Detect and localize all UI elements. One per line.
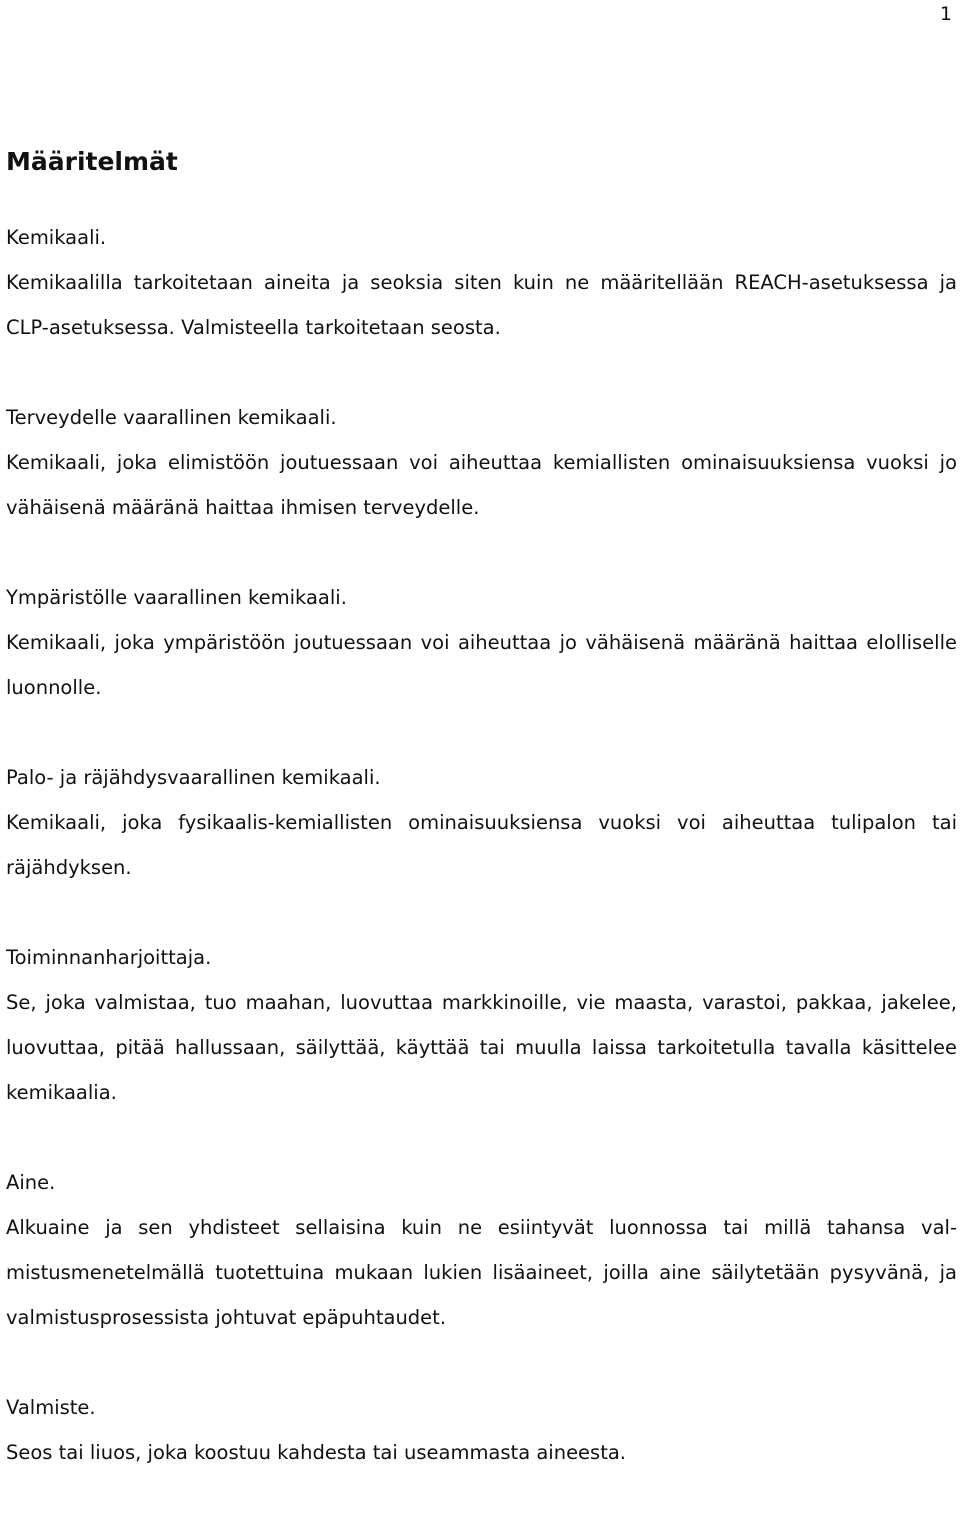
document-body: [6, 140, 957, 1520]
definition-term: Kemikaali.: [6, 226, 107, 249]
definition-term: Aine.: [6, 1171, 56, 1194]
definition-aine: [6, 1160, 957, 1340]
page-title: Määritelmät: [6, 147, 178, 176]
definition-terveydelle-vaarallinen: [6, 395, 957, 530]
definition-description: Seos tai liuos, joka koostuu kahdesta tai useammasta aineesta.: [6, 1441, 627, 1464]
definition-description: Kemikaali, joka elimistöön joutuessaan voi aiheuttaa kemiallisten ominaisuuksiensa vuoksi jo vähäisenä määränä haittaa ihmisen terveydelle.: [6, 451, 957, 519]
definition-valmiste: [6, 1385, 957, 1475]
definition-term: Ympäristölle vaarallinen kemikaali.: [6, 586, 347, 609]
definition-term: Toiminnanharjoittaja.: [6, 946, 212, 969]
definition-term: Valmiste.: [6, 1396, 96, 1419]
definition-description: Kemikaalilla tarkoitetaan aineita ja seoksia siten kuin ne määritellään REACH-asetuksessa ja CLP-asetuksessa. Valmisteella tarkoitetaan seosta.: [6, 271, 957, 339]
definition-description: Se, joka valmistaa, tuo maahan, luovuttaa markkinoille, vie maasta, varastoi, pakkaa, jakelee, luovuttaa, pitää hallussaan, säilyttää, käyttää tai muulla laissa tarkoitetulla tavalla käsittelee kemikaalia.: [6, 991, 957, 1104]
definition-kemikaali: [6, 215, 957, 350]
definition-toiminnanharjoittaja: [6, 935, 957, 1115]
definition-term: Palo- ja räjähdysvaarallinen kemikaali.: [6, 766, 381, 789]
definition-term: Terveydelle vaarallinen kemikaali.: [6, 406, 337, 429]
definition-ymparistolle-vaarallinen: [6, 575, 957, 710]
definition-description: Kemikaali, joka ympäristöön joutuessaan voi aiheuttaa jo vähäisenä määränä haittaa elolliselle luonnolle.: [6, 631, 957, 699]
definition-palo-ja-rajahdysvaarallinen: [6, 755, 957, 890]
definition-description: Kemikaali, joka fysikaalis-kemiallisten ominaisuuksiensa vuoksi voi aiheuttaa tulipalon tai räjähdyksen.: [6, 811, 957, 879]
definition-description: Alkuaine ja sen yhdisteet sellaisina kuin ne esiintyvät luonnossa tai millä tahansa valmistusmenetelmällä tuotettuina mukaan lukien lisäaineet, joilla aine säilytetään pysyvänä, ja valmistusprosessista johtuvat epäpuhtaudet.: [6, 1216, 957, 1329]
page-number: 1: [939, 3, 952, 25]
